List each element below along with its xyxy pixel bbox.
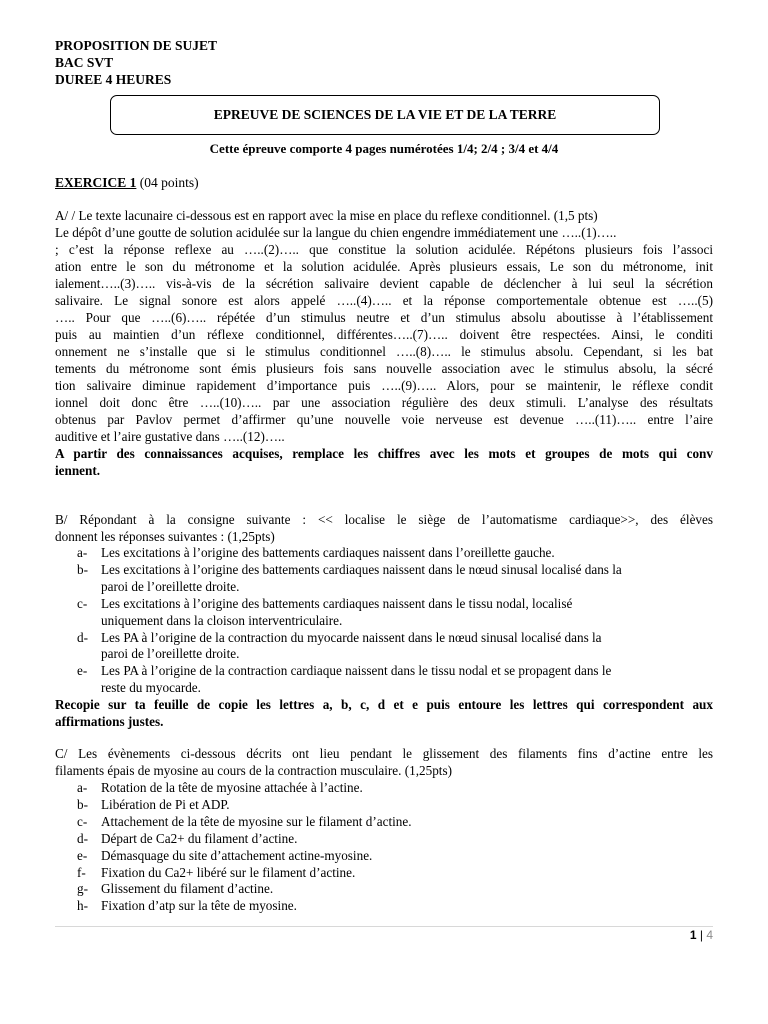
item-marker: a- — [77, 780, 88, 795]
item-text: Rotation de la tête de myosine attachée à l’actine. — [101, 780, 363, 795]
item-marker: b- — [77, 561, 88, 577]
exam-title-box: EPREUVE DE SCIENCES DE LA VIE ET DE LA TERRE — [110, 95, 660, 135]
document-header — [55, 37, 217, 88]
item-marker: b- — [77, 796, 88, 812]
list-item — [77, 797, 717, 814]
item-marker: e- — [77, 663, 88, 679]
list-item — [77, 596, 717, 630]
item-text: Départ de Ca2+ du filament d’actine. — [101, 830, 298, 846]
part-a-line: tion salivaire diminue rapidement d’importance puis …..(9)….. Alors, pour se maintenir, le réflexe condit — [55, 377, 713, 393]
list-item — [77, 848, 717, 865]
part-b-instruction-line: affirmations justes. — [55, 714, 164, 729]
list-item — [77, 814, 717, 831]
list-item — [77, 881, 717, 898]
part-a-line: auditive et l’aire gustative dans …..(12)….. — [55, 428, 285, 444]
list-item — [77, 630, 717, 664]
item-text: uniquement dans la cloison interventriculaire. — [101, 612, 343, 628]
part-a-line: ….. Pour que …..(6)….. répétée d’un stimulus neutre et d’un stimulus absolu aboutisse à l’établissement — [55, 309, 713, 325]
item-text: Attachement de la tête de myosine sur le filament d’actine. — [101, 813, 412, 829]
page-number — [690, 928, 713, 942]
exercise-title: EXERCICE 1 — [55, 175, 137, 190]
part-a-line: ; c’est la réponse reflexe au …..(2)….. que constitue la solution acidulée. Répétons plusieurs fois l’associ — [55, 241, 713, 257]
part-a-line: puis au maintien d’un réflexe conditionnel, différentes…..(7)….. doivent être respectées. Ainsi, le conditi — [55, 326, 713, 342]
part-b-list — [77, 545, 717, 697]
list-item — [77, 780, 717, 797]
part-c-list — [77, 780, 717, 915]
item-marker: d- — [77, 830, 88, 846]
part-a-instruction: iennent. — [55, 462, 101, 478]
item-text: Les excitations à l’origine des battements cardiaques naissent dans le tissu nodal, localisé — [101, 595, 573, 611]
list-item — [77, 898, 717, 915]
item-text: Fixation du Ca2+ libéré sur le filament d’actine. — [101, 864, 356, 880]
item-text: Libération de Pi et ADP. — [101, 796, 230, 812]
part-a-line: Le dépôt d’une goutte de solution acidulée sur la langue du chien engendre immédiatement une …..(1)….. — [55, 224, 617, 240]
part-a-line: A/ / Le texte lacunaire ci-dessous est en rapport avec la mise en place du reflexe conditionnel. (1,5 pts) — [55, 208, 598, 223]
item-marker: f- — [77, 864, 86, 880]
item-marker: d- — [77, 629, 88, 645]
item-text: paroi de l’oreillette droite. — [101, 578, 240, 594]
item-text: Les excitations à l’origine des battements cardiaques naissent dans l’oreillette gauche. — [101, 545, 555, 560]
part-a-line: salivaire. Le signal sonore est alors appelé …..(4)….. et la réponse comportementale obtenue est …..(5) — [55, 292, 713, 308]
item-text: Glissement du filament d’actine. — [101, 881, 274, 897]
part-b-intro-line: donnent les réponses suivantes : (1,25pts) — [55, 529, 275, 544]
part-b-instruction-line: Recopie sur ta feuille de copie les lettres a, b, c, d et e puis entoure les lettres qui correspondent aux — [55, 697, 713, 712]
page-count-note: Cette épreuve comporte 4 pages numérotées 1/4; 2/4 ; 3/4 et 4/4 — [209, 141, 559, 156]
part-a-instruction: A partir des connaissances acquises, remplace les chiffres avec les mots et groupes de mots qui conv — [55, 445, 713, 461]
item-text: Les PA à l’origine de la contraction cardiaque naissent dans le tissu nodal et se propagent dans le — [101, 663, 612, 679]
part-b-instruction — [55, 697, 713, 731]
item-marker: h- — [77, 898, 88, 914]
item-text: Les PA à l’origine de la contraction du myocarde naissent dans le nœud sinusal localisé dans la — [101, 629, 602, 645]
exercise-points: (04 points) — [136, 175, 199, 190]
header-line-1: PROPOSITION DE SUJET — [55, 38, 218, 53]
page-number-separator: | — [696, 928, 707, 942]
list-item — [77, 545, 717, 562]
part-a-line: ation entre le son du métronome et la solution acidulée. Après plusieurs essais, Le son du métronome, init — [55, 258, 713, 274]
part-b-intro — [55, 512, 713, 546]
list-item — [77, 663, 717, 697]
item-text: reste du myocarde. — [101, 680, 201, 696]
footer-divider — [55, 926, 713, 927]
page-number-current: 1 — [689, 928, 697, 942]
list-item — [77, 831, 717, 848]
part-c-intro-line: filaments épais de myosine au cours de la contraction musculaire. (1,25pts) — [55, 763, 452, 778]
part-c-intro — [55, 746, 713, 780]
item-marker: e- — [77, 847, 88, 863]
part-a-line: ialement…..(3)….. vis-à-vis de la sécrétion salivaire devient capable de déclencher à lui seul la sécrétion — [55, 275, 713, 291]
item-text: Fixation d’atp sur la tête de myosine. — [101, 898, 297, 914]
part-a — [55, 208, 713, 480]
item-text: Démasquage du site d’attachement actine-myosine. — [101, 847, 373, 863]
header-line-3: DUREE 4 HEURES — [55, 72, 172, 87]
list-item — [77, 865, 717, 882]
list-item — [77, 562, 717, 596]
item-marker: g- — [77, 881, 88, 897]
part-b-intro-line: B/ Répondant à la consigne suivante : << localise le siège de l’automatisme cardiaque>>, des élèves — [55, 512, 713, 527]
item-text: paroi de l’oreillette droite. — [101, 646, 240, 662]
part-a-line: onnement ne s’installe que si le stimulus conditionnel …..(8)….. le stimulus absolu. Cependant, si les bat — [55, 343, 713, 359]
exercise-heading — [55, 175, 199, 191]
item-marker: c- — [77, 813, 88, 829]
part-a-line: obtenus par Pavlov permet d’affirmer qu’une nouvelle voie nerveuse est devenue …..(11)….. entre l’aire — [55, 411, 713, 427]
page-number-total: 4 — [706, 928, 713, 942]
item-marker: c- — [77, 595, 88, 611]
part-a-line: tements du métronome sont émis plusieurs fois sans nouvelle association avec le stimulus absolu, la sécré — [55, 360, 713, 376]
item-marker: a- — [77, 545, 88, 560]
part-a-line: ionnel doit donc être …..(10)….. par une association régulière des deux stimuli. L’analyse des résultats — [55, 394, 713, 410]
header-line-2: BAC SVT — [55, 55, 114, 70]
item-text: Les excitations à l’origine des battements cardiaques naissent dans le nœud sinusal localisé dans la — [101, 561, 622, 577]
part-c-intro-line: C/ Les évènements ci-dessous décrits ont lieu pendant le glissement des filaments fins d’actine entre les — [55, 746, 713, 761]
